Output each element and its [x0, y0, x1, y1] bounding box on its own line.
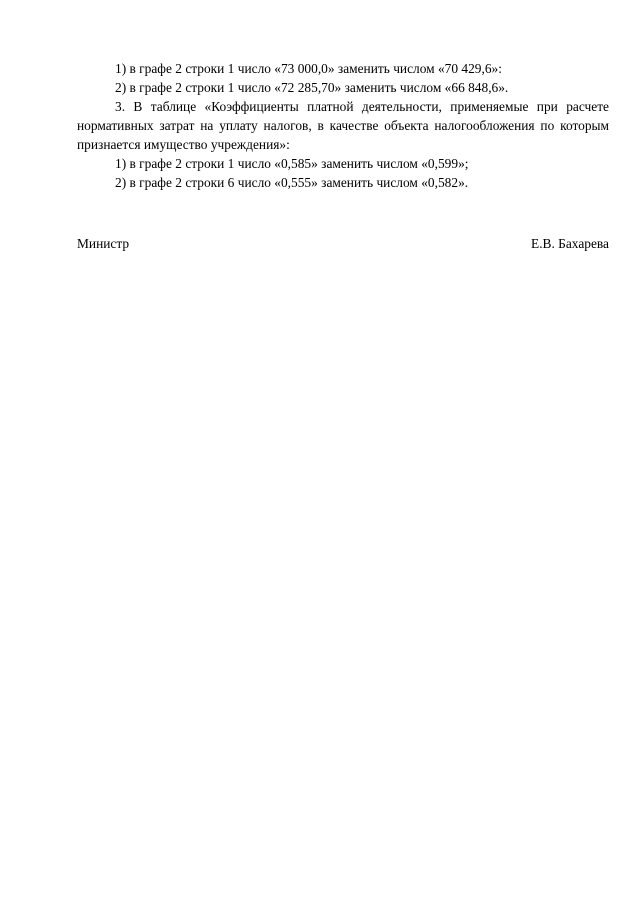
amendment-item-1: 1) в графе 2 строки 1 число «73 000,0» заменить числом «70 429,6»:: [115, 61, 502, 76]
signatory-name: Е.В. Бахарева: [531, 236, 609, 251]
amendment-item-2: 2) в графе 2 строки 1 число «72 285,70» заменить числом «66 848,6».: [115, 80, 509, 95]
document-body: [77, 59, 609, 192]
amendment-section-3: 3. В таблице «Коэффициенты платной деятельности, применяемые при расчете нормативных затрат на уплату налогов, в качестве объекта налогообложения по которым признается имущество учреждения»:: [77, 99, 609, 152]
signatory-position: Министр: [77, 236, 130, 251]
signature-block: [77, 234, 609, 253]
amendment-section-3-item-2: 2) в графе 2 строки 6 число «0,555» заменить числом «0,582».: [115, 175, 469, 190]
amendment-section-3-item-1: 1) в графе 2 строки 1 число «0,585» заменить числом «0,599»;: [115, 156, 469, 171]
